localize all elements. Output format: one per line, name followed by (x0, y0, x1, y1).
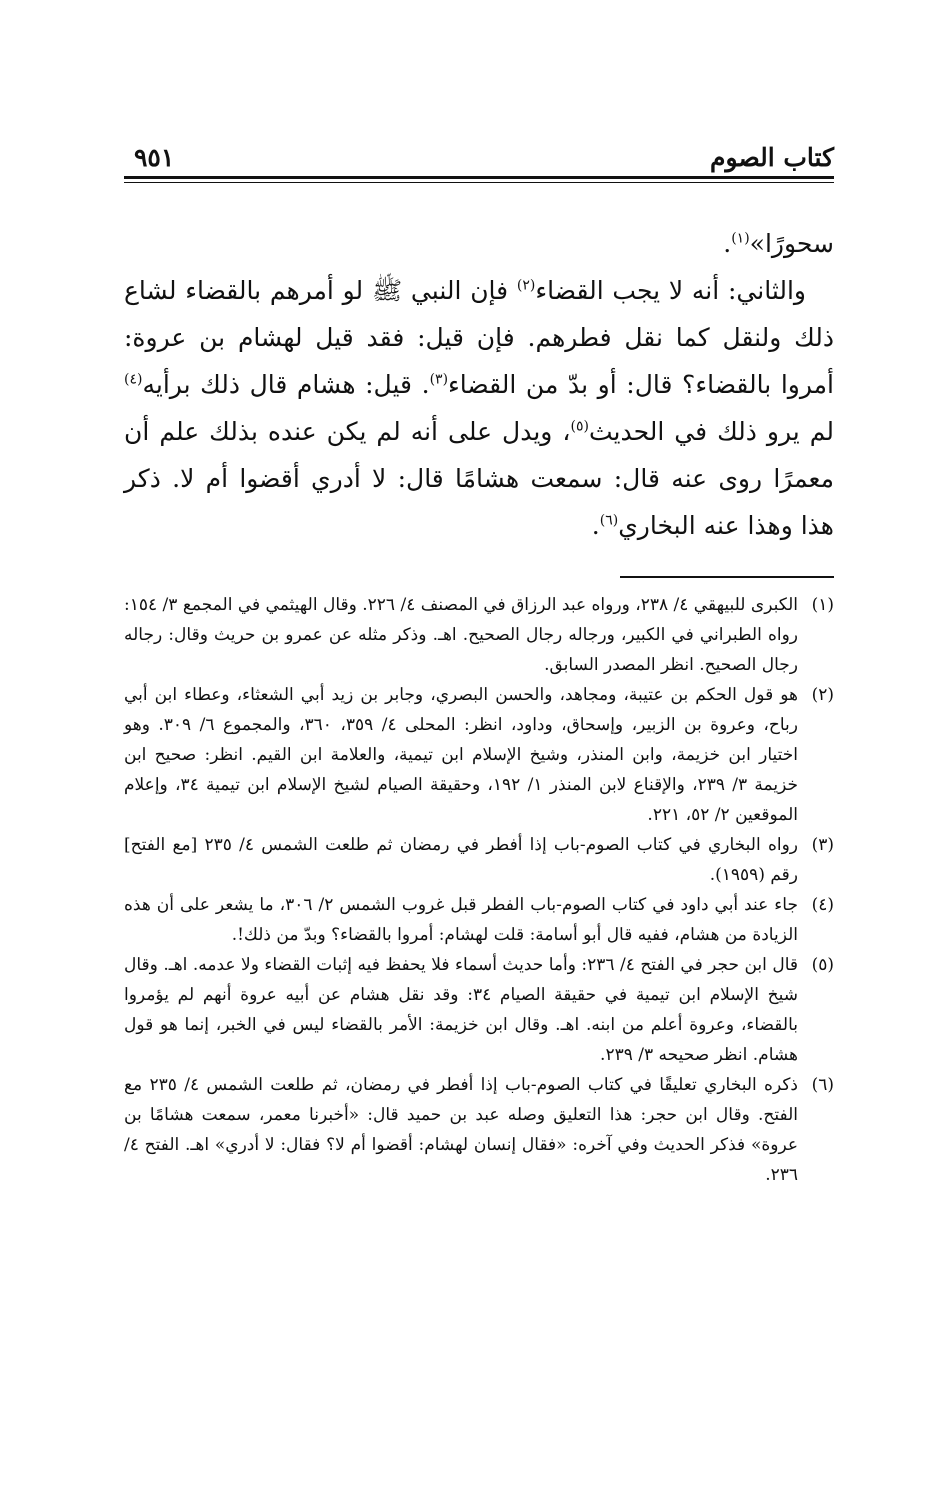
footnote-number: (٤) (811, 895, 834, 915)
paragraph-second-opinion (124, 267, 834, 549)
footnote-separator (620, 576, 834, 578)
page-number: ٩٥١ (134, 143, 175, 172)
footnote-number: (٥) (811, 955, 834, 975)
footnote-number: (١) (811, 595, 834, 615)
footnote-ref: (١) (731, 230, 750, 247)
footnote-1 (124, 590, 834, 680)
footnote-ref: (٤) (124, 371, 143, 388)
header-rule-thin (124, 182, 834, 183)
footnote-ref: (٥) (570, 418, 589, 435)
main-text (124, 220, 834, 549)
footnote-text: هو قول الحكم بن عتيبة، ومجاهد، والحسن البصري، وجابر بن زيد أبي الشعثاء، وعطاء ابن أبي رباح، وعروة بن الزبير، وإسحاق، وداود، انظر: المحلى ٤/ ٣٥٩، ٣٦٠، والمجموع ٦/ ٣٠٩. وهو اختيار ابن خزيمة، وابن المنذر، وشيخ الإسلام ابن تيمية، والعلامة ابن القيم. انظر: صحيح ابن خزيمة ٣/ ٢٣٩، والإقناع لابن المنذر ١/ ١٩٢، وحقيقة الصيام لشيخ الإسلام ابن تيمية ٣٤، وإعلام الموقعين ٢/ ٥٢، ٢٢١. (124, 685, 798, 825)
text-run: . قيل: هشام قال ذلك برأيه (142, 370, 430, 399)
footnote-text: ذكره البخاري تعليقًا في كتاب الصوم-باب إذا أفطر في رمضان، ثم طلعت الشمس ٤/ ٢٣٥ مع الفتح. وقال ابن حجر: هذا التعليق وصله عبد بن حميد قال: «أخبرنا معمر، سمعت هشامًا بن عروة» فذكر الحديث وفي آخره: «فقال إنسان لهشام: أقضوا أم لا؟ فقال: لا أدري» اهـ. الفتح ٤/ ٢٣٦. (124, 1075, 798, 1185)
footnote-number: (٢) (811, 685, 834, 705)
footnote-number: (٦) (811, 1075, 834, 1095)
text-run: . (723, 229, 732, 258)
footnote-6 (124, 1070, 834, 1190)
text-run: لم يرو ذلك في الحديث (588, 417, 834, 446)
footnote-ref: (٣) (429, 371, 449, 388)
text-run: فإن النبي ﷺ لو أمرهم بالقضاء لشاع ذلك ولنقل كما نقل فطرهم. فإن قيل: فقد قيل لهشام بن عروة: أمروا بالقضاء؟ قال: أو بدّ من القضاء (124, 276, 834, 399)
text-run: والثاني: أنه لا يجب القضاء (535, 276, 806, 305)
footnote-text: الكبرى للبيهقي ٤/ ٢٣٨، ورواه عبد الرزاق في المصنف ٤/ ٢٢٦. وقال الهيثمي في المجمع ٣/ ١٥٤: رواه الطبراني في الكبير، ورجاله رجال الصحيح. اهـ. وذكر مثله عن عمرو بن حريث وقال: رجاله رجال الصحيح. انظر المصدر السابق. (124, 595, 798, 675)
footnote-text: جاء عند أبي داود في كتاب الصوم-باب الفطر قبل غروب الشمس ٢/ ٣٠٦، ما يشعر على أن هذه الزيادة من هشام، ففيه قال أبو أسامة: قلت لهشام: أمروا بالقضاء؟ وبدّ من ذلك!. (124, 895, 798, 945)
paragraph-continuation (124, 220, 834, 267)
text-run: سحورًا» (749, 229, 834, 258)
header-rule-thick (124, 176, 834, 179)
text-run: . (591, 511, 600, 540)
footnote-text: قال ابن حجر في الفتح ٤/ ٢٣٦: وأما حديث أسماء فلا يحفظ فيه إثبات القضاء ولا عدمه. اهـ. وقال شيخ الإسلام ابن تيمية في حقيقة الصيام ٣٤: وقد نقل هشام عن أبيه عروة أنهم لم يؤمروا بالقضاء، وعروة أعلم من ابنه. اهـ. وقال ابن خزيمة: الأمر بالقضاء ليس في الخبر، إنما هو قول هشام. انظر صحيحه ٣/ ٢٣٩. (124, 955, 799, 1065)
footnote-2 (124, 680, 834, 830)
footnote-ref: (٢) (516, 277, 536, 294)
footnote-5 (124, 950, 834, 1070)
page-header (124, 140, 834, 176)
footnote-text: رواه البخاري في كتاب الصوم-باب إذا أفطر في رمضان ثم طلعت الشمس ٤/ ٢٣٥ [مع الفتح] رقم (١٩٥٩). (124, 835, 798, 885)
footnote-4 (124, 890, 834, 950)
footnote-number: (٣) (811, 835, 834, 855)
footnote-3 (124, 830, 834, 890)
text-run: ، ويدل على أنه لم يكن عنده بذلك علم أن معمرًا روى عنه قال: سمعت هشامًا قال: لا أدري أقضوا أم لا. ذكر هذا وهذا عنه البخاري (124, 417, 834, 540)
chapter-title: كتاب الصوم (710, 143, 834, 172)
footnotes (124, 590, 834, 1190)
footnote-ref: (٦) (599, 512, 619, 529)
